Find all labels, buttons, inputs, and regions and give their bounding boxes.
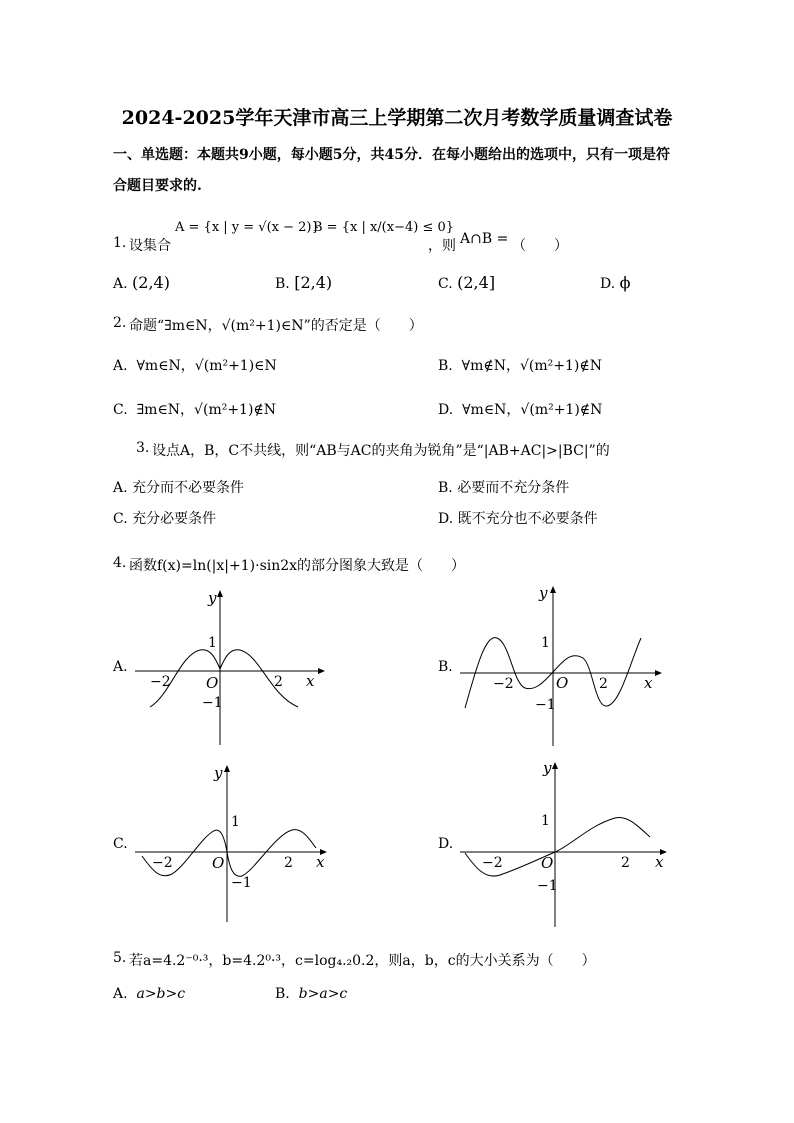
option-text: (2,4) xyxy=(132,273,170,292)
option-text: 充分而不必要条件 xyxy=(132,480,245,496)
graph-tick-neg2: −2 xyxy=(152,855,173,871)
graph-tick-2: 2 xyxy=(284,855,293,871)
q4-graph-c xyxy=(130,760,335,925)
q1-option-d[interactable] xyxy=(600,273,631,292)
q1-option-a[interactable] xyxy=(113,273,170,292)
graph-x-label: x xyxy=(316,853,325,871)
page-title: 2024-2025学年天津市高三上学期第二次月考数学质量调查试卷 xyxy=(121,107,673,129)
graph-y-label: y xyxy=(208,589,217,607)
option-text: 必要而不充分条件 xyxy=(457,480,570,496)
q2-option-b[interactable] xyxy=(438,355,602,375)
q2-option-c[interactable] xyxy=(113,399,276,419)
q5-number: 5. xyxy=(113,950,127,966)
option-letter: C. xyxy=(113,511,128,527)
graph-tick-1: 1 xyxy=(541,635,550,651)
option-text: (2,4] xyxy=(457,273,496,292)
graph-tick-neg1: −1 xyxy=(202,695,223,711)
q3-number: 3. xyxy=(136,440,150,456)
graph-tick-neg2: −2 xyxy=(482,855,503,871)
q2-option-d[interactable] xyxy=(438,399,602,419)
graph-tick-neg2: −2 xyxy=(150,674,171,690)
option-text: ∀m∉N，√(m²+1)∉N xyxy=(461,358,602,374)
q1-paren: （ ） xyxy=(512,238,568,254)
option-text: ∃m∈N，√(m²+1)∉N xyxy=(136,402,277,418)
option-letter: D. xyxy=(600,276,616,292)
q4-number: 4. xyxy=(113,555,127,571)
q5-option-b[interactable] xyxy=(275,986,347,1002)
graph-x-label: x xyxy=(306,672,315,690)
option-letter: A. xyxy=(113,276,128,292)
option-letter: B. xyxy=(275,276,290,292)
section-header-line1: 一、单选题：本题共9小题，每小题5分，共45分．在每小题给出的选项中，只有一项是符 xyxy=(113,147,670,163)
graph-y-label: y xyxy=(539,584,548,602)
graph-tick-2: 2 xyxy=(274,674,283,690)
graph-origin-label: O xyxy=(206,674,219,692)
option-text: 充分必要条件 xyxy=(132,511,217,527)
graph-y-label: y xyxy=(214,764,223,782)
graph-x-label: x xyxy=(655,853,664,871)
q5-option-a[interactable] xyxy=(113,986,185,1002)
q4-option-c-letter[interactable]: C. xyxy=(113,836,128,852)
q4-text: 函数f(x)=ln(|x|+1)·sin2x的部分图象大致是（ ） xyxy=(129,558,466,574)
q4-option-d-letter[interactable]: D. xyxy=(438,836,454,852)
option-letter: D. xyxy=(438,511,454,527)
option-letter: A. xyxy=(113,358,128,374)
q4-option-a-letter[interactable]: A. xyxy=(113,659,128,675)
q3-text: 设点A，B，C不共线，则“AB与AC的夹角为锐角”是“|AB+AC|>|BC|”的 xyxy=(152,443,610,459)
q4-graph-a xyxy=(130,585,330,750)
q1-option-b[interactable] xyxy=(275,273,332,292)
q2-option-a[interactable] xyxy=(113,355,277,375)
q4-graph-d xyxy=(455,755,675,930)
q3-option-b[interactable] xyxy=(438,477,569,497)
option-letter: B. xyxy=(438,358,453,374)
graph-x-label: x xyxy=(644,674,653,692)
option-text: ∀m∈N，√(m²+1)∈N xyxy=(136,358,277,374)
q3-option-a[interactable] xyxy=(113,477,244,497)
option-letter: A. xyxy=(113,986,128,1002)
graph-tick-1: 1 xyxy=(231,814,240,830)
graph-tick-neg1: −1 xyxy=(231,875,252,891)
graph-tick-2: 2 xyxy=(599,676,608,692)
q5-text: 若a=4.2⁻⁰·³，b=4.2⁰·³，c=log₄.₂0.2，则a，b，c的大小关系为（ ） xyxy=(129,953,596,969)
q3-option-c[interactable] xyxy=(113,508,216,528)
graph-origin-label: O xyxy=(556,674,569,692)
option-text: ∀m∈N，√(m²+1)∉N xyxy=(462,402,603,418)
graph-tick-1: 1 xyxy=(208,635,217,651)
q1-set-b: B = {x | x/(x−4) ≤ 0} xyxy=(313,220,455,235)
option-letter: B. xyxy=(438,480,453,496)
graph-origin-label: O xyxy=(212,854,225,872)
q1-number: 1. xyxy=(113,235,127,251)
section-header-line2: 合题目要求的. xyxy=(113,178,202,194)
q4-option-b-letter[interactable]: B. xyxy=(438,659,453,675)
graph-tick-2: 2 xyxy=(621,855,630,871)
option-text: ϕ xyxy=(619,273,631,292)
option-letter: D. xyxy=(438,402,454,418)
option-text: b>a>c xyxy=(298,986,348,1002)
q4-graph-b xyxy=(455,578,675,748)
q1-option-c[interactable] xyxy=(438,273,495,292)
graph-tick-neg1: −1 xyxy=(537,878,558,894)
q2-number: 2. xyxy=(113,315,127,331)
q3-option-d[interactable] xyxy=(438,508,598,528)
q1-expr: A∩B = xyxy=(460,231,509,247)
option-text: [2,4) xyxy=(294,273,333,292)
option-text: 既不充分也不必要条件 xyxy=(457,511,598,527)
graph-origin-label: O xyxy=(541,854,554,872)
graph-tick-1: 1 xyxy=(541,813,550,829)
option-text: a>b>c xyxy=(136,986,186,1002)
option-letter: C. xyxy=(438,276,453,292)
q1-text-b: ，则 xyxy=(428,238,456,254)
q2-text: 命题“∃m∈N，√(m²+1)∈N”的否定是（ ） xyxy=(129,318,423,334)
graph-y-label: y xyxy=(543,759,552,777)
q1-text-a: 设集合 xyxy=(129,238,171,254)
graph-tick-neg2: −2 xyxy=(493,676,514,692)
option-letter: C. xyxy=(113,402,128,418)
graph-tick-neg1: −1 xyxy=(535,697,556,713)
option-letter: B. xyxy=(275,986,290,1002)
option-letter: A. xyxy=(113,480,128,496)
q1-set-a: A = {x | y = √(x − 2)} xyxy=(175,220,320,235)
